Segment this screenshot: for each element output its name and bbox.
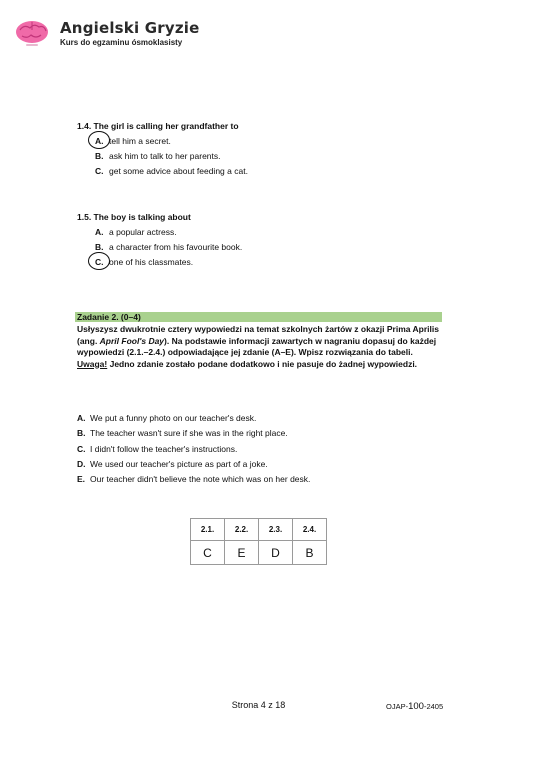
option-text: a character from his favourite book. xyxy=(109,242,243,252)
option-letter: B. xyxy=(95,151,104,161)
exam-code-part: -2405 xyxy=(423,702,444,711)
option-text: one of his classmates. xyxy=(109,257,194,267)
exam-code-part: OJAP- xyxy=(386,702,409,711)
sentence-letter: B. xyxy=(77,428,86,438)
warning-label: Uwaga! xyxy=(77,358,108,369)
answer-circle-mark xyxy=(88,252,110,270)
question-1-4-option-b[interactable] xyxy=(95,151,221,161)
answer-table-header-2-3: 2.3. xyxy=(259,519,293,541)
sentence-text: The teacher wasn't sure if she was in the right place. xyxy=(90,428,288,438)
sentence-a xyxy=(77,413,256,423)
sentence-text: We used our teacher's picture as part of a joke. xyxy=(90,459,268,469)
answer-table-header-2-1: 2.1. xyxy=(191,519,225,541)
option-text: a popular actress. xyxy=(109,227,177,237)
answer-table xyxy=(190,518,327,565)
brain-logo-icon xyxy=(14,18,50,53)
answer-circle-mark xyxy=(88,131,110,149)
instruction-text: ). Na podstawie informacji zawartych w nagraniu dopasuj do każdej wypowiedzi (2.1.–2.4.) odpowiadające jej zdanie (A–E). Wpisz rozwiązania do tabeli. xyxy=(77,335,437,357)
answer-table-header-2-4: 2.4. xyxy=(293,519,327,541)
brand-title: Angielski Gryzie xyxy=(60,19,200,37)
sentence-text: I didn't follow the teacher's instructions. xyxy=(90,444,238,454)
warning-text: Jedno zdanie zostało podane dodatkowo i nie pasuje do żadnej wypowiedzi. xyxy=(107,358,418,369)
question-1-4-prompt: 1.4. The girl is calling her grandfather to xyxy=(77,121,239,131)
sentence-d xyxy=(77,459,268,469)
option-text: tell him a secret. xyxy=(109,136,171,146)
answer-cell-2-2[interactable]: E xyxy=(225,541,259,565)
task-2-heading: Zadanie 2. (0–4) xyxy=(77,312,141,322)
question-1-5-option-a[interactable] xyxy=(95,227,177,237)
answer-cell-2-1[interactable]: C xyxy=(191,541,225,565)
option-text: get some advice about feeding a cat. xyxy=(109,166,248,176)
answer-cell-2-4[interactable]: B xyxy=(293,541,327,565)
sentence-letter: E. xyxy=(77,474,86,484)
answer-table-header-2-2: 2.2. xyxy=(225,519,259,541)
sentence-text: We put a funny photo on our teacher's desk. xyxy=(90,413,257,423)
option-letter: C. xyxy=(95,257,104,267)
task-2-instructions xyxy=(77,324,443,370)
sentence-b xyxy=(77,428,288,438)
question-1-4-option-c[interactable] xyxy=(95,166,248,176)
option-letter: B. xyxy=(95,242,104,252)
sentence-e xyxy=(77,474,310,484)
answer-cell-2-3[interactable]: D xyxy=(259,541,293,565)
option-text: ask him to talk to her parents. xyxy=(109,151,221,161)
sentence-c xyxy=(77,444,237,454)
instruction-italic: April Fool's Day xyxy=(99,335,165,346)
exam-code-part: 100 xyxy=(408,701,424,712)
question-1-5-option-b[interactable] xyxy=(95,242,242,252)
sentence-text: Our teacher didn't believe the note which was on her desk. xyxy=(90,474,311,484)
option-letter: A. xyxy=(95,227,104,237)
brand-subtitle: Kurs do egzaminu ósmoklasisty xyxy=(60,38,183,47)
option-letter: A. xyxy=(95,136,104,146)
instruction-text: Usłyszysz dwukrotnie cztery wypowiedzi na temat szkolnych żartów z okazji Prima Aprilis (ang. xyxy=(77,324,439,346)
page-number: Strona 4 z 18 xyxy=(231,700,286,710)
sentence-letter: C. xyxy=(77,444,86,454)
exam-code xyxy=(386,701,443,712)
sentence-letter: A. xyxy=(77,413,86,423)
sentence-letter: D. xyxy=(77,459,86,469)
option-letter: C. xyxy=(95,166,104,176)
question-1-5-prompt: 1.5. The boy is talking about xyxy=(77,212,191,222)
